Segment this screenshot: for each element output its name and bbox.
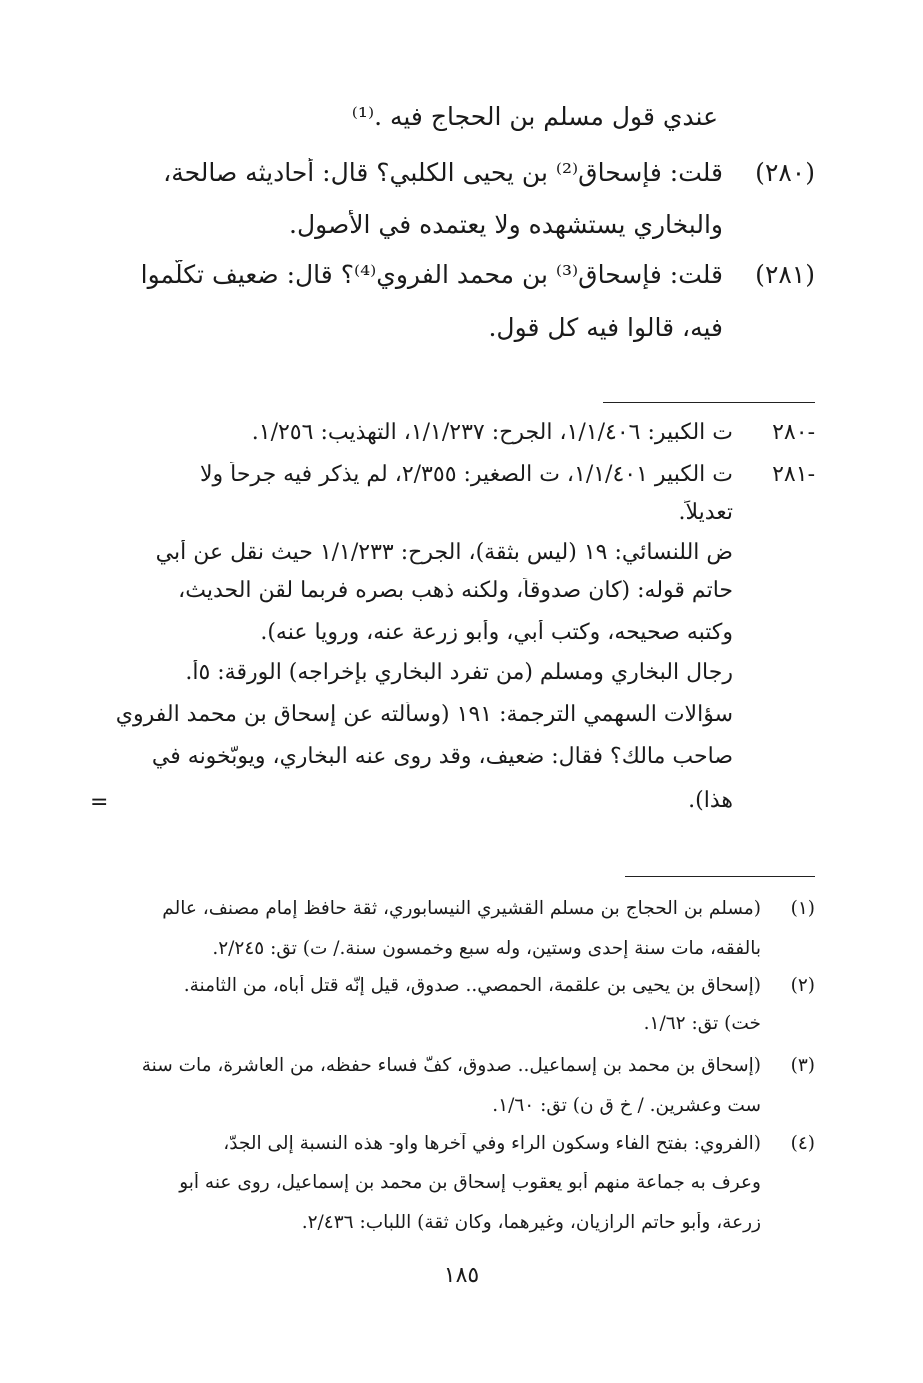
footnote-line: وعرف به جماعة منهم أبو يعقوب إسحاق بن محمد بن إسماعيل، روى عنه أبو (179, 1172, 761, 1193)
main-text-line: فيه، قالوا فيه كل قول. (488, 313, 723, 342)
entry-number-280: (٢٨٠) (755, 158, 815, 187)
reference-line: ت الكبير: ١/١/٤٠٦، الجرح: ١/١/٢٣٧، التهذيب: ١/٢٥٦. (251, 420, 733, 445)
reference-line: صاحب مالك؟ فقال: ضعيف، وقد روى عنه البخاري، ويوبّخونه في (151, 744, 733, 769)
footnote-line: (الفروي: بفتح الفاء وسكون الراء وفي آخرها واو- هذه النسبة إلى الجدّ، (223, 1133, 761, 1154)
footnote-line: بالفقه، مات سنة إحدى وستين، وله سبع وخمسون سنة./ ت) تق: ٢/٢٤٥. (212, 938, 761, 959)
reference-line: رجال البخاري ومسلم (من تفرد البخاري بإخراجه) الورقة: ٥أ. (185, 660, 733, 685)
footnote-line: زرعة، وأبو حاتم الرازيان، وغيرهما، وكان ثقة) اللباب: ٢/٤٣٦. (301, 1212, 761, 1233)
footnote-line: خت) تق: ١/٦٢. (643, 1013, 761, 1034)
main-text-line: قلت: فإسحاق⁽²⁾ بن يحيى الكلبي؟ قال: أحاديثه صالحة، (163, 158, 723, 187)
reference-line: حاتم قوله: (كان صدوقاً، ولكنه ذهب بصره فربما لقن الحديث، (178, 578, 733, 603)
section-divider (603, 402, 815, 403)
reference-label-280: ٢٨٠- (772, 420, 815, 445)
main-text-line: عندي قول مسلم بن الحجاج فيه .⁽¹⁾ (351, 102, 718, 131)
reference-line: تعديلاً. (678, 500, 733, 525)
footnote-number-1: (١) (790, 898, 815, 919)
footnote-divider (625, 876, 815, 877)
page-number: ١٨٥ (443, 1263, 480, 1288)
reference-line: ت الكبير ١/١/٤٠١، ت الصغير: ٢/٣٥٥، لم يذكر فيه جرحاً ولا (199, 462, 733, 487)
reference-line: سؤالات السهمي الترجمة: ١٩١ (وسألته عن إسحاق بن محمد الفروي (115, 702, 733, 727)
continuation-mark: = (90, 790, 109, 815)
main-text-line: والبخاري يستشهده ولا يعتمده في الأصول. (289, 210, 723, 239)
reference-line: وكتبه صحيحه، وكتب أبي، وأبو زرعة عنه، ورويا عنه). (260, 620, 733, 645)
footnote-number-4: (٤) (790, 1133, 815, 1154)
entry-number-281: (٢٨١) (755, 260, 815, 289)
footnote-line: (مسلم بن الحجاج بن مسلم القشيري النيسابوري، ثقة حافظ إمام مصنف، عالم (162, 898, 761, 919)
footnote-line: (إسحاق بن محمد بن إسماعيل.. صدوق، كفّ فساء حفظه، من العاشرة، مات سنة (141, 1055, 761, 1076)
footnote-line: ست وعشرين. / خ ق ن) تق: ١/٦٠. (492, 1095, 761, 1116)
footnote-line: (إسحاق بن يحيى بن علقمة، الحمصي.. صدوق، قيل إنّه قتل أباه، من الثامنة. (183, 975, 761, 996)
footnote-number-3: (٣) (790, 1055, 815, 1076)
reference-label-281: ٢٨١- (772, 462, 815, 487)
main-text-line: قلت: فإسحاق⁽³⁾ بن محمد الفروي⁽⁴⁾؟ قال: ضعيف تكلّموا (140, 260, 723, 289)
reference-line: هذا). (688, 788, 733, 813)
footnote-number-2: (٢) (790, 975, 815, 996)
reference-line: ض اللنسائي: ١٩ (ليس بثقة)، الجرح: ١/١/٢٣٣ حيث نقل عن أبي (155, 540, 733, 565)
